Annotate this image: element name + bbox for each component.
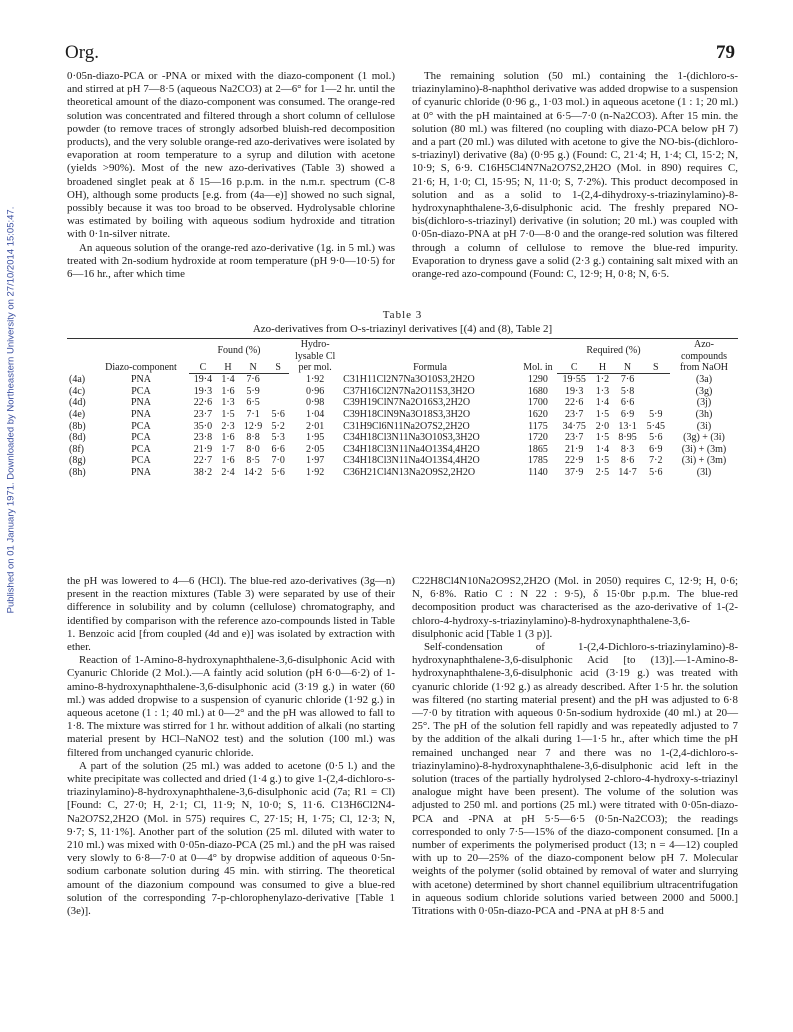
paragraph: the pH was lowered to 4—6 (HCl). The blue-red azo-derivatives (3g—n) present in the reaction mixtures (Table 3) were separated by use of their difference in solubility and by column (cellulose) chromatography, and identified by comparison with the reference azo-compounds listed in Table 1. Benzoic acid [from coupled (4d and e)] was isolated by extraction with ether. <box>67 575 395 654</box>
col-req-s: S <box>642 356 670 374</box>
table-cell-rN: 13·1 <box>618 420 637 432</box>
table-cell-diazo: PCA <box>131 443 151 455</box>
table-cell-formula: C39H18ClN9Na3O18S3,3H2O <box>343 409 471 421</box>
table-cell-mol: 1785 <box>527 455 548 467</box>
table-cell-formula: C39H19ClN7Na2O16S3,2H2O <box>343 397 471 409</box>
table-cell-mol: 1865 <box>527 443 548 455</box>
table-cell-formula: C31H11Cl2N7Na3O10S3,2H2O <box>343 374 475 386</box>
paragraph: C22H8Cl4N10Na2O9S2,2H2O (Mol. in 2050) requires C, 12·9; H, 0·6; N, 6·8%. Ratio C : N 22 : 9·5), δ 15·0br p.p.m. The blue-red decomposition product was characterised as the azo-derivative of 1-(2-chloro-4-hydroxy-s-triazinylamino)-8-hydroxynaphthalene-3,6-disulphonic acid [Table 1 (3 p)]. <box>412 575 738 640</box>
table-cell-cl: 1·92 <box>305 374 325 386</box>
paragraph: Self-condensation of 1-(2,4-Dichloro-s-triazinylamino)-8-hydroxynaphthalene-3,6-disulphonic Acid [to (13)].—1-Amino-8-hydroxynaphthalene-3,6-disulphonic acid (3·19 g.) was treated with cyanuric chloride (1·92 g.) as already described. After 1·5 hr. the solution was filtered (no starting material present) and the pH was adjusted to 6·8—7·0 by titration with aqueous 0·5n-sodium hydroxide (40 ml.) at 20—25°. The pH of the solution fell rapidly and was repeatedly adjusted to 7 by the addition of the alkali during 1—1·5 hr., after which time the pH remained unchanged near 7 and there was no 1-(2,4-dichloro-s-triazinylamino)-8-hydroxynaphthalene-3,6-disulphonic acid left in the solution (traces of the partially hydrolysed 2-chloro-4-hydroxy-s-triazinyl analogue might have been present). The volume of the solution was adjusted to 250 ml. and portions (25 ml.) were titrated with 0·05n-diazo-PCA and -PNA at pH 5·5—6·5 (0·5n-Na2CO3); the readings corresponded to only 7·5—15% of the diazo-component consumed. [In a number of experiments the polymerised product (13; n = 4—12) coupled with up to 20—25% of the diazo-component below pH 7. Molecular weights of the polymer (solid obtained by removal of water and slurrying with acetone) determined by short channel equilibrium ultracentrifugation in aqueous sodium chloride solutions varied between 2000 and 5000.] Titrations with 0·05n-diazo-PCA and -PNA at pH 8·5 and <box>412 641 738 918</box>
azo-derivatives-table <box>67 338 738 479</box>
table-cell-formula: C34H18Cl3N11Na3O10S3,3H2O <box>343 432 480 444</box>
table-cell-id: (4a) <box>69 374 86 386</box>
paragraph: The remaining solution (50 ml.) containing the 1-(dichloro-s-triazinylamino)-8-naphthol derivative was added dropwise to a suspension of cyanuric chloride (0·96 g., 1·03 mol.) in aqueous acetone (1 : 1; 20 ml.) at 0° with the pH maintained at 6·5—7·0 (n-Na2CO3). After 15 min. the solution (80 ml.) was filtered (no coupling with diazo-PCA below pH 7) and a part (20 ml.) was diluted with acetone to give the NO-bis-(dichloro-s-triazinyl) derivative (8a) (0·95 g.) (Found: C, 21·4; H, 1·4; Cl, 15·2; N, 10·9; S, 6·9. C16H5Cl4N7Na2O7S2,2H2O (Mol. in 890) requires C, 21·6; H, 1·0; Cl, 15·95; N, 11·0; S, 7·2%). This product decomposed in solution and as a solid to 1-(2,4-dihydroxy-s-triazinylamino)-8-hydroxynaphthalene-3,6-disulphonic acid. The freshly prepared NO-bis(dichloro-s-triazinyl) derivative (in solution; 20 ml.) was coupled with 0·05n-diazo-PNA at pH 7·0—8·0 and the orange-red solution was filtered through a column of cellulose to remove the blue-red impurity. Evaporation to dryness gave a solid (2·3 g.) containing salt mixed with an orange-red azo-compound (Found: C, 12·9; H, 0·8; N, 6·5. <box>412 70 738 281</box>
col-found-c: C <box>189 356 217 374</box>
table-cell-fS: 5·6 <box>271 467 285 479</box>
sidenote-text: Published on 01 January 1971. Downloaded by Northeastern University on 27/10/2014 15:05:47. <box>5 206 17 614</box>
table-cell-fC: 22·6 <box>193 397 213 409</box>
table-cell-cl: 1·97 <box>305 455 325 467</box>
paragraph: Reaction of 1-Amino-8-hydroxynaphthalene-3,6-disulphonic Acid with Cyanuric Chloride (2 Mol.).—A faintly acid solution (pH 6·0—6·2) of 1-amino-8-hydroxynaphthalene-3,6-disulphonic acid (3·19 g.) in water (60 ml.) was added dropwise to a suspension of cyanuric chloride (1·92 g.) in aqueous acetone (1 : 1; 40 ml.) at 0—2° and the pH was allowed to fall to 1·8. The mixture was stirred for 1 hr. without addition of alkali (no starting material present by HCl–NaNO2 test) and the solution (100 ml.) was filtered from unchanged cyanuric chloride. <box>67 654 395 759</box>
table-cell-fN: 8·5 <box>246 455 260 467</box>
table-cell-fH: 1·7 <box>221 443 235 455</box>
col-mol: Mol. in <box>519 339 557 374</box>
table-cell-rH: 2·5 <box>595 467 610 479</box>
table-cell-diazo: PNA <box>130 397 151 409</box>
table-cell-fH: 1·6 <box>221 385 235 397</box>
col-hydrolysable: Hydro-lysable Cl per mol. <box>289 339 341 374</box>
table-3 <box>67 309 738 479</box>
table-cell-fN: 14·2 <box>243 467 263 479</box>
table-cell-azo: (3g) + (3i) <box>683 432 725 444</box>
table-row <box>67 409 738 421</box>
table-cell-diazo: PNA <box>130 467 151 479</box>
table-cell-cl: 2·05 <box>305 443 325 455</box>
table-cell-fH: 1·6 <box>221 432 235 444</box>
table-title: Table 3 <box>382 309 423 321</box>
table-cell-formula: C36H21Cl4N13Na2O9S2,2H2O <box>343 467 476 479</box>
table-caption: Azo-derivatives from O-s-triazinyl derivatives [(4) and (8), Table 2] <box>252 323 553 335</box>
table-cell-rN: 8·3 <box>620 443 635 455</box>
table-cell-fS: 5·2 <box>271 420 285 432</box>
table-cell-fH: 2·3 <box>221 420 235 432</box>
table-cell-fN: 12·9 <box>243 420 263 432</box>
table-cell-azo: (3a) <box>695 374 713 386</box>
table-cell-id: (8h) <box>69 467 86 479</box>
table-cell-diazo: PCA <box>131 432 151 444</box>
table-cell-cl: 0·98 <box>305 397 325 409</box>
table-cell-id: (8b) <box>69 420 86 432</box>
table-cell-rH: 1·2 <box>595 374 610 386</box>
table-cell-mol: 1620 <box>527 409 548 421</box>
col-found-s: S <box>267 356 289 374</box>
table-cell-fN: 7·1 <box>246 409 260 421</box>
table-cell-fC: 22·7 <box>193 455 213 467</box>
table-cell-mol: 1140 <box>528 467 548 479</box>
table-row <box>67 374 738 386</box>
table-cell-fH: 2·4 <box>221 467 235 479</box>
col-found-h: H <box>217 356 239 374</box>
table-cell-rC: 21·9 <box>565 443 584 455</box>
table-cell-fH: 1·3 <box>221 397 235 409</box>
table-row <box>67 444 738 456</box>
column-bottom-left <box>67 575 395 918</box>
table-cell-rC: 34·75 <box>562 420 586 432</box>
table-cell-fC: 38·2 <box>193 467 213 479</box>
table-cell-azo: (3j) <box>696 397 712 409</box>
col-req-n: N <box>613 356 641 374</box>
table-cell-fS <box>267 374 289 386</box>
table-cell-rH: 2·0 <box>595 420 610 432</box>
col-req-c: C <box>557 356 592 374</box>
table-cell-rC: 19·3 <box>565 385 584 397</box>
table-cell-rH: 1·5 <box>595 409 610 421</box>
table-cell-fC: 23·7 <box>193 409 213 421</box>
col-found-n: N <box>239 356 267 374</box>
table-cell-cl: 1·04 <box>305 409 325 421</box>
table-cell-azo: (3g) <box>695 385 713 397</box>
table-cell-diazo: PCA <box>131 385 151 397</box>
paragraph: 0·05n-diazo-PCA or -PNA or mixed with the diazo-component (1 mol.) and stirred at pH 7—8·5 (aqueous Na2CO3) at 2—6° for 1—2 hr. until the theoretical amount of the diazo-component was consumed. The orange-red solution was concentrated and filtered through a short column of cellulose powder (to remove traces of strongly adsorbed bluish-red decomposition products), and the very soluble orange-red azo-derivatives were isolated by evaporation at room temperature to a syrup and dilution with acetone (yields >90%). Most of the new azo-derivatives (Table 3) showed a broadened singlet peak at δ 15—16 p.p.m. in the n.m.r. spectrum (C-8 OH), although some products [e.g. from (4a—e)] showed no such signal, possibly because it was too broad to be observed. Hydrolysable chlorine was estimated by boiling with aqueous sodium hydroxide and titration with 0·1n-silver nitrate. <box>67 70 395 241</box>
table-cell-rS: 6·9 <box>649 443 663 455</box>
table-cell-formula: C37H16Cl2N7Na2O11S3,3H2O <box>343 385 475 397</box>
table-cell-rS: 5·45 <box>646 420 665 432</box>
table-cell-rS: 5·6 <box>649 467 663 479</box>
table-row <box>67 455 738 467</box>
table-cell-rN: 7·6 <box>620 374 635 386</box>
table-cell-rC: 22·6 <box>565 397 584 409</box>
journal-section-label: Org. <box>65 42 99 63</box>
table-cell-fC: 35·0 <box>193 420 213 432</box>
table-cell-rS <box>642 386 670 398</box>
table-cell-id: (4c) <box>69 385 86 397</box>
table-cell-rN: 8·95 <box>618 432 637 444</box>
table-row <box>67 432 738 444</box>
table-cell-azo: (3l) <box>696 467 712 479</box>
col-req-h: H <box>592 356 614 374</box>
table-cell-fN: 5·9 <box>246 385 260 397</box>
table-cell-fC: 21·9 <box>193 443 213 455</box>
table-row <box>67 467 738 479</box>
table-cell-diazo: PNA <box>130 409 151 421</box>
table-cell-formula: C34H18Cl3N11Na4O13S4,4H2O <box>343 455 480 467</box>
table-cell-fS: 6·6 <box>271 443 285 455</box>
table-cell-rS <box>642 397 670 409</box>
table-cell-rH: 1·3 <box>595 385 610 397</box>
table-cell-diazo: PNA <box>130 374 151 386</box>
page-header <box>65 42 735 66</box>
col-diazo: Diazo-component <box>93 339 189 374</box>
column-bottom-right <box>412 575 738 918</box>
table-cell-rN: 5·8 <box>620 385 635 397</box>
table-cell-azo: (3i) + (3m) <box>681 455 727 467</box>
table-row <box>67 386 738 398</box>
table-cell-id: (4e) <box>69 409 86 421</box>
table-cell-rS <box>642 374 670 386</box>
table-cell-mol: 1720 <box>527 432 548 444</box>
table-cell-fN: 8·0 <box>246 443 260 455</box>
table-cell-cl: 1·92 <box>305 467 325 479</box>
table-cell-fC: 23·8 <box>193 432 213 444</box>
table-cell-fH: 1·6 <box>221 455 235 467</box>
table-cell-rH: 1·4 <box>595 397 610 409</box>
page-number: 79 <box>716 42 735 63</box>
table-cell-diazo: PCA <box>131 420 151 432</box>
table-cell-fC: 19·3 <box>193 385 213 397</box>
col-formula: Formula <box>341 339 519 374</box>
table-cell-rN: 14·7 <box>618 467 637 479</box>
table-cell-cl: 1·95 <box>305 432 325 444</box>
table-cell-fS: 5·6 <box>271 409 285 421</box>
paragraph: An aqueous solution of the orange-red azo-derivative (1g. in 5 ml.) was treated with 2n-sodium hydroxide at room temperature (pH 9·0—10·5) for 6—16 hr., after which time <box>67 241 395 281</box>
table-cell-fS <box>267 397 289 409</box>
table-cell-rS: 5·9 <box>649 409 663 421</box>
table-cell-id: (8d) <box>69 432 86 444</box>
table-cell-cl: 2·01 <box>305 420 325 432</box>
table-cell-rH: 1·5 <box>595 455 610 467</box>
table-cell-azo: (3i) <box>696 420 712 432</box>
column-top-left <box>67 70 395 281</box>
table-row <box>67 397 738 409</box>
table-cell-fS: 5·3 <box>271 432 285 444</box>
table-cell-azo: (3h) <box>695 409 713 421</box>
table-cell-rN: 6·6 <box>620 397 635 409</box>
table-cell-fH: 1·5 <box>221 409 235 421</box>
table-cell-mol: 1290 <box>527 374 548 386</box>
table-cell-fN: 8·8 <box>246 432 260 444</box>
table-cell-mol: 1680 <box>527 385 548 397</box>
table-row <box>67 421 738 433</box>
table-cell-rN: 6·9 <box>620 409 635 421</box>
table-cell-id: (4d) <box>69 397 86 409</box>
col-found: Found (%) <box>189 339 289 357</box>
table-cell-rC: 19·55 <box>562 374 586 386</box>
table-cell-rC: 22·9 <box>565 455 584 467</box>
col-azo: Azo-compounds from NaOH <box>670 339 738 374</box>
column-top-right <box>412 70 738 281</box>
table-cell-mol: 1175 <box>528 420 548 432</box>
table-cell-rH: 1·4 <box>595 443 610 455</box>
table-cell-rS: 5·6 <box>649 432 663 444</box>
table-cell-rC: 23·7 <box>565 409 584 421</box>
table-cell-fS <box>267 386 289 398</box>
table-cell-fN: 6·5 <box>246 397 260 409</box>
paragraph: A part of the solution (25 ml.) was added to acetone (0·5 l.) and the white precipitate was collected and dried (1·4 g.) to give 1-(2,4-dichloro-s-triazinylamino)-8-hydroxynaphthalene-3,6-disulphonic acid (7a; R1 = Cl) [Found: C, 27·0; H, 2·1; Cl, 11·9; N, 10·0; S, 11·6. C13H6Cl2N4-Na2O7S2,2H2O (Mol. in 575) requires C, 27·15; H, 1·75; Cl, 12·3; N, 9·7; S, 11·1%]. Another part of the solution (25 ml. diluted with water to 210 ml.) was mixed with 0·05n-diazo-PCA (25 ml.) and the pH was raised very slowly to 6·8—7·0 at 0—4° by dropwise addition of aqueous 0·5n-sodium carbonate solution during 45 min. with stirring. The theoretical amount of the diazonium compound was consumed to give a blue-red solution of the corresponding 7-p-chlorophenylazo-derivative [Table 1 (3e)]. <box>67 759 395 918</box>
table-cell-fH: 1·4 <box>221 374 235 386</box>
table-cell-diazo: PCA <box>131 455 151 467</box>
table-cell-mol: 1700 <box>527 397 548 409</box>
table-cell-rC: 37·9 <box>565 467 584 479</box>
table-cell-formula: C34H18Cl3N11Na4O13S4,4H2O <box>343 443 480 455</box>
table-cell-rN: 8·6 <box>620 455 635 467</box>
table-cell-rH: 1·5 <box>595 432 610 444</box>
table-cell-fC: 19·4 <box>193 374 213 386</box>
table-cell-id: (8g) <box>69 455 86 467</box>
table-cell-id: (8f) <box>69 443 84 455</box>
table-cell-cl: 0·96 <box>305 385 325 397</box>
table-cell-fS: 7·0 <box>271 455 285 467</box>
table-cell-rS: 7·2 <box>649 455 663 467</box>
col-required: Required (%) <box>557 339 670 357</box>
table-cell-rC: 23·7 <box>565 432 584 444</box>
table-cell-fN: 7·6 <box>246 374 260 386</box>
table-cell-azo: (3i) + (3m) <box>681 443 727 455</box>
publication-sidenote <box>2 200 20 620</box>
table-cell-formula: C31H9Cl6N11Na2O7S2,2H2O <box>343 420 470 432</box>
